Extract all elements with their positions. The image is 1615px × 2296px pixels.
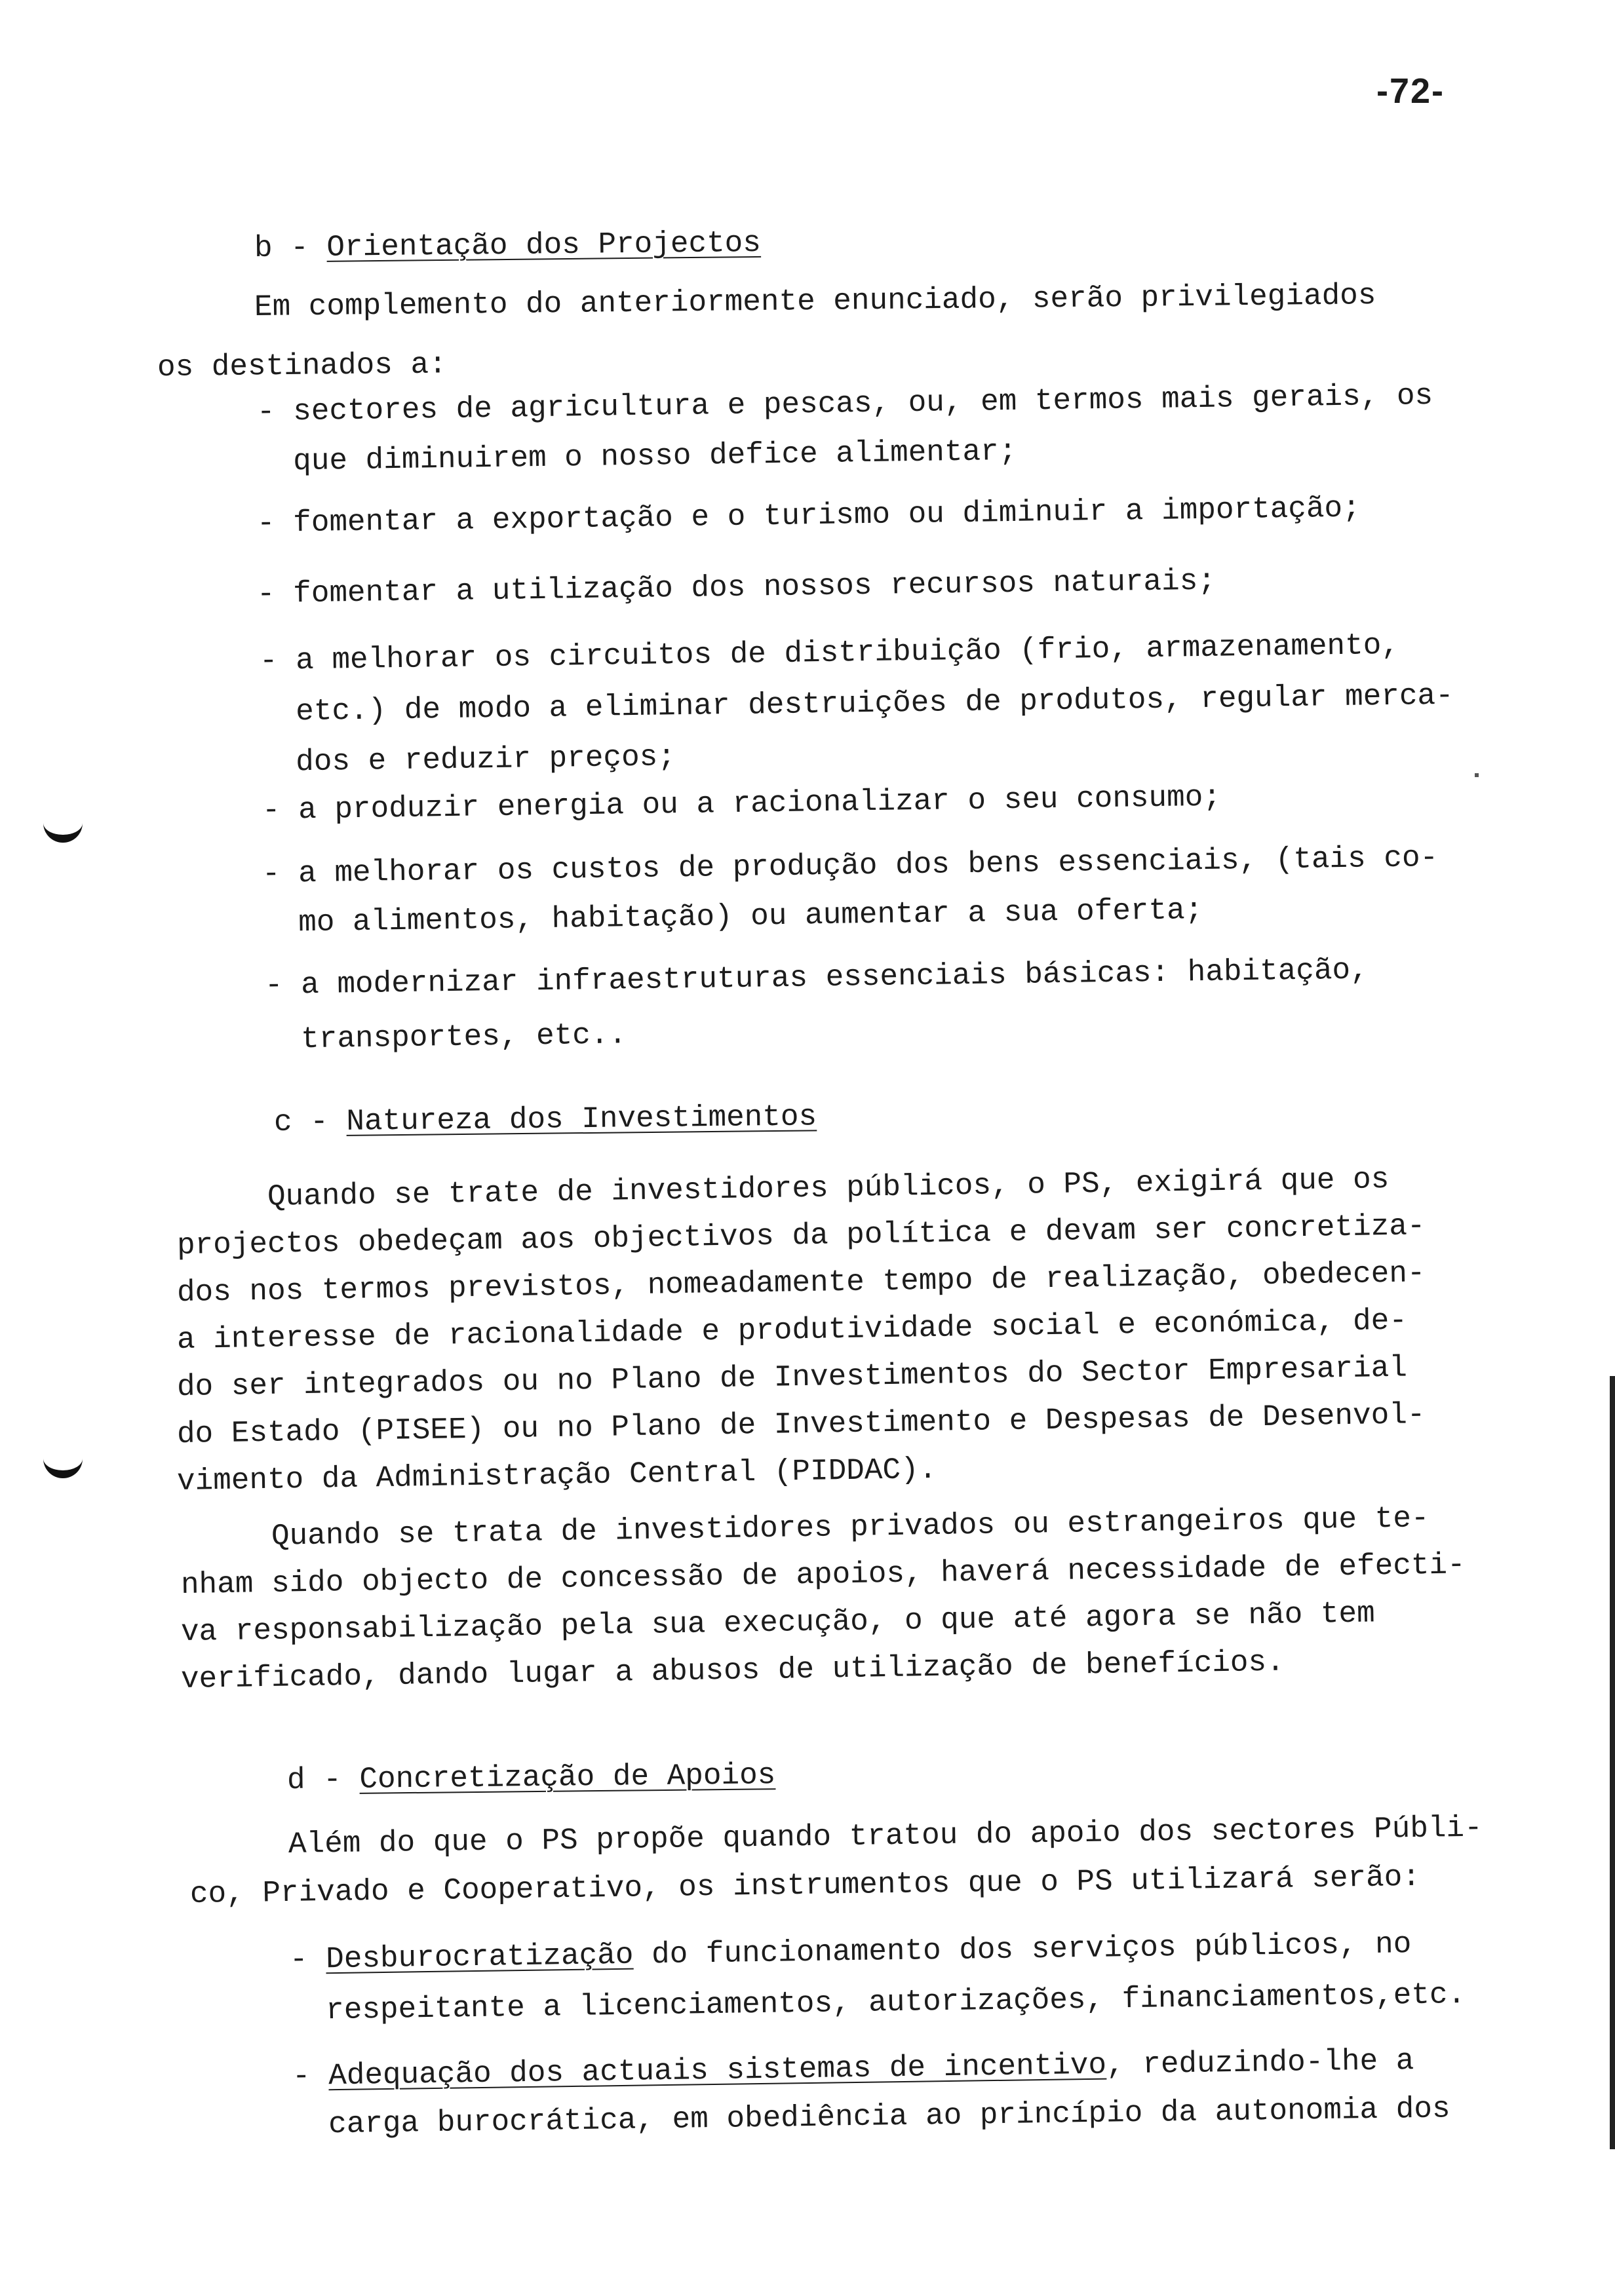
punch-hole-mark bbox=[43, 813, 83, 843]
paragraph-line: do Estado (PISEE) ou no Plano de Investimento e Despesas de Desenvol- bbox=[176, 1398, 1426, 1451]
page-number: -72- bbox=[1376, 71, 1445, 111]
list-item-term: Adequação dos actuais sistemas de incentivo bbox=[328, 2048, 1107, 2094]
list-item: carga burocrática, em obediência ao princípio da autonomia dos bbox=[292, 2092, 1450, 2142]
section-b-intro: Em complemento do anteriormente enunciado, serão privilegiados bbox=[254, 278, 1376, 324]
paragraph-line: a interesse de racionalidade e produtividade social e económica, de- bbox=[176, 1303, 1408, 1357]
list-item: - a melhorar os circuitos de distribuição (frio, armazenamento, bbox=[259, 628, 1400, 678]
scan-mark bbox=[1475, 773, 1479, 777]
list-item: - a produzir energia ou a racionalizar o seu consumo; bbox=[262, 780, 1222, 828]
list-item: - a modernizar infraestruturas essenciais básicas: habitação, bbox=[264, 953, 1369, 1003]
paragraph-line: verificado, dando lugar a abusos de utilização de benefícios. bbox=[180, 1645, 1285, 1696]
paragraph-line: vimento da Administração Central (PIDDAC). bbox=[176, 1452, 937, 1499]
paragraph-line: Quando se trate de investidores públicos, o PS, exigirá que os bbox=[176, 1162, 1390, 1215]
section-b-heading: b - Orientação dos Projectos bbox=[254, 225, 762, 265]
list-item: transportes, etc.. bbox=[264, 1018, 627, 1057]
list-item-term: Desburocratização bbox=[325, 1938, 634, 1977]
section-c-heading: c - Natureza dos Investimentos bbox=[273, 1100, 817, 1139]
section-d-intro: co, Privado e Cooperativo, os instrumentos que o PS utilizará serão: bbox=[189, 1860, 1421, 1911]
section-d-heading: d - Concretização de Apoios bbox=[286, 1758, 776, 1797]
list-item: etc.) de modo a eliminar destruições de produtos, regular merca- bbox=[259, 678, 1454, 729]
paragraph-line: do ser integrados ou no Plano de Investimentos do Sector Empresarial bbox=[176, 1350, 1408, 1404]
section-d-title: Concretização de Apoios bbox=[359, 1758, 776, 1797]
punch-hole-mark bbox=[43, 1448, 83, 1478]
list-item: respeitante a licenciamentos, autorizações, financiamentos,etc. bbox=[289, 1977, 1466, 2028]
paragraph-line: dos nos termos previstos, nomeadamente tempo de realização, obedecen- bbox=[176, 1256, 1426, 1310]
section-c-title: Natureza dos Investimentos bbox=[346, 1100, 817, 1139]
paragraph-line: va responsabilização pela sua execução, o que até agora se não tem bbox=[180, 1596, 1376, 1649]
page-edge-shadow bbox=[1610, 1376, 1615, 2149]
list-item: - fomentar a utilização dos nossos recursos naturais; bbox=[256, 564, 1216, 611]
paragraph-line: Quando se trata de investidores privados ou estrangeiros que te- bbox=[180, 1501, 1430, 1555]
list-item: - fomentar a exportação e o turismo ou diminuir a importação; bbox=[256, 491, 1361, 541]
section-b-intro: os destinados a: bbox=[157, 347, 447, 385]
list-item: mo alimentos, habitação) ou aumentar a sua oferta; bbox=[262, 892, 1203, 940]
paragraph-line: nham sido objecto de concessão de apoios, haverá necessidade de efecti- bbox=[180, 1548, 1466, 1602]
list-item: - sectores de agricultura e pescas, ou, em termos mais gerais, os bbox=[256, 378, 1433, 429]
list-item: - a melhorar os custos de produção dos bens essenciais, (tais co- bbox=[262, 840, 1439, 891]
section-b-title: Orientação dos Projectos bbox=[326, 225, 762, 265]
paragraph-line: projectos obedeçam aos objectivos da política e devam ser concretiza- bbox=[176, 1209, 1426, 1263]
list-item: que diminuirem o nosso defice alimentar; bbox=[256, 434, 1017, 479]
section-d-intro: Além do que o PS propõe quando tratou do apoio dos sectores Públi- bbox=[288, 1810, 1483, 1862]
list-item: - Adequação dos actuais sistemas de incentivo, reduzindo-lhe a bbox=[292, 2044, 1414, 2094]
list-item: dos e reduzir preços; bbox=[259, 740, 676, 780]
list-item: - Desburocratização do funcionamento dos serviços públicos, no bbox=[289, 1927, 1412, 1977]
